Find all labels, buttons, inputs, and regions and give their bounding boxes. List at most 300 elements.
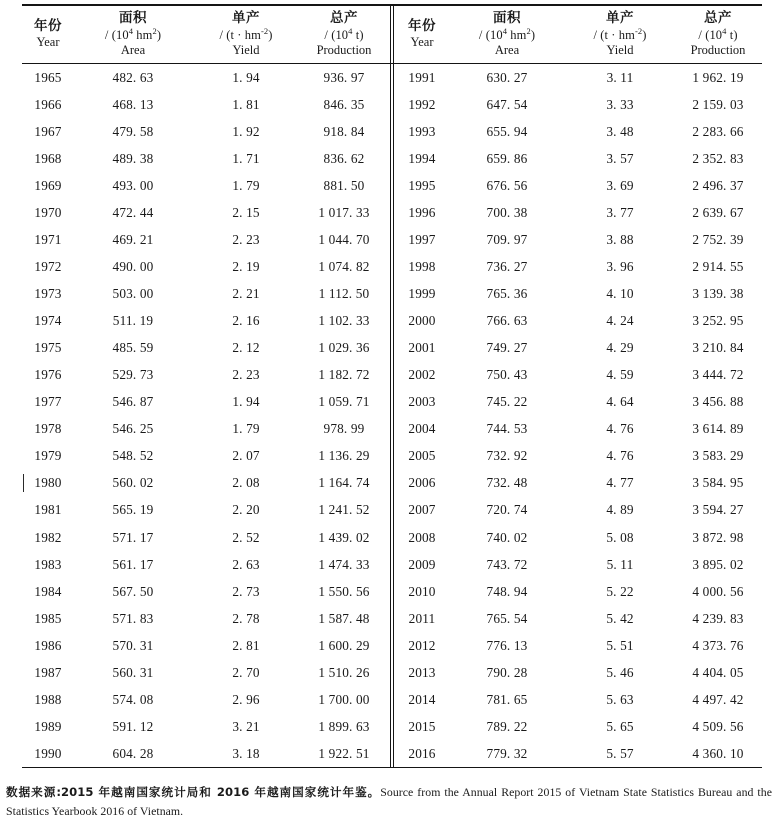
cell-right-yield: 3. 33 bbox=[606, 96, 634, 112]
cell-left-year: 1979 bbox=[34, 448, 62, 464]
table-row bbox=[22, 632, 762, 659]
cell-right-year: 1993 bbox=[408, 123, 436, 139]
cell-left-production: 1 017. 33 bbox=[318, 204, 370, 220]
cell-left-year: 1984 bbox=[34, 583, 62, 599]
cell-right-yield: 5. 11 bbox=[606, 556, 634, 572]
cell-left-year: 1982 bbox=[34, 529, 62, 545]
cell-right-production: 3 139. 38 bbox=[692, 286, 744, 302]
cell-right-area: 720. 74 bbox=[486, 502, 528, 518]
cell-left-year: 1968 bbox=[34, 150, 62, 166]
column-header-area-left-cn: 面积 bbox=[119, 10, 147, 26]
cell-right-yield: 3. 69 bbox=[606, 177, 634, 193]
cell-left-yield: 2. 19 bbox=[232, 259, 260, 275]
cell-right-yield: 4. 76 bbox=[606, 448, 634, 464]
center-divider-cell bbox=[388, 416, 396, 443]
column-header-year-right-en: Year bbox=[410, 34, 434, 49]
cell-right-yield: 3. 96 bbox=[606, 259, 634, 275]
table-row bbox=[22, 389, 762, 416]
cell-right-area: 745. 22 bbox=[486, 394, 528, 410]
cell-right-production: 4 000. 56 bbox=[692, 583, 744, 599]
column-header-year-right-cn: 年份 bbox=[408, 17, 436, 34]
cell-right-yield: 5. 51 bbox=[606, 637, 634, 653]
column-header-yield-right-en: Yield bbox=[606, 42, 634, 57]
cell-left-yield: 2. 63 bbox=[232, 556, 260, 572]
cell-right-area: 790. 28 bbox=[486, 664, 528, 680]
cell-right-production: 1 962. 19 bbox=[692, 69, 744, 85]
table-row bbox=[22, 686, 762, 713]
center-divider-cell bbox=[388, 740, 396, 768]
cell-right-area: 748. 94 bbox=[486, 583, 528, 599]
cell-left-year: 1980 bbox=[34, 475, 62, 491]
cell-right-year: 2002 bbox=[408, 367, 436, 383]
cell-left-production: 1 182. 72 bbox=[318, 367, 370, 383]
column-header-production-right bbox=[674, 5, 762, 64]
cell-left-production: 1 474. 33 bbox=[318, 556, 370, 572]
table-row bbox=[22, 551, 762, 578]
column-header-yield-left-cn: 单产 bbox=[232, 10, 260, 26]
cell-right-production: 3 614. 89 bbox=[692, 421, 744, 437]
cell-left-yield: 2. 08 bbox=[232, 475, 260, 491]
cell-left-area: 490. 00 bbox=[112, 259, 154, 275]
cell-left-year: 1965 bbox=[34, 69, 62, 85]
table-row bbox=[22, 64, 762, 92]
cell-right-yield: 4. 10 bbox=[606, 286, 634, 302]
cell-right-year: 1996 bbox=[408, 204, 436, 220]
cell-left-area: 482. 63 bbox=[112, 69, 154, 85]
cell-left-area: 489. 38 bbox=[112, 150, 154, 166]
center-divider-cell bbox=[388, 443, 396, 470]
cell-left-area: 565. 19 bbox=[112, 502, 154, 518]
table-row bbox=[22, 362, 762, 389]
cell-right-year: 2003 bbox=[408, 394, 436, 410]
cell-right-area: 647. 54 bbox=[486, 96, 528, 112]
cell-right-yield: 4. 76 bbox=[606, 421, 634, 437]
cell-right-production: 3 444. 72 bbox=[692, 367, 744, 383]
scan-artifact-mark bbox=[23, 474, 24, 492]
cell-left-production: 1 059. 71 bbox=[318, 394, 370, 410]
center-divider-cell bbox=[388, 145, 396, 172]
cell-right-area: 744. 53 bbox=[486, 421, 528, 437]
center-divider-cell bbox=[388, 118, 396, 145]
cell-left-year: 1966 bbox=[34, 96, 62, 112]
cell-right-production: 2 914. 55 bbox=[692, 259, 744, 275]
header-row bbox=[22, 5, 762, 64]
table-row bbox=[22, 172, 762, 199]
center-divider-cell bbox=[388, 686, 396, 713]
cell-right-area: 740. 02 bbox=[486, 529, 528, 545]
cell-left-year: 1974 bbox=[34, 313, 62, 329]
cell-right-area: 766. 63 bbox=[486, 313, 528, 329]
cell-left-yield: 1. 71 bbox=[232, 150, 260, 166]
center-divider-cell bbox=[388, 254, 396, 281]
column-header-area-right bbox=[448, 5, 566, 64]
cell-left-yield: 2. 70 bbox=[232, 664, 260, 680]
cell-left-year: 1978 bbox=[34, 421, 62, 437]
cell-left-year: 1987 bbox=[34, 664, 62, 680]
cell-left-yield: 1. 92 bbox=[232, 123, 260, 139]
cell-right-yield: 5. 63 bbox=[606, 691, 634, 707]
cell-right-yield: 4. 89 bbox=[606, 502, 634, 518]
table-row bbox=[22, 659, 762, 686]
table-row bbox=[22, 335, 762, 362]
cell-left-production: 1 136. 29 bbox=[318, 448, 370, 464]
cell-left-area: 503. 00 bbox=[112, 286, 154, 302]
center-divider-cell bbox=[388, 226, 396, 253]
cell-right-production: 4 509. 56 bbox=[692, 718, 744, 734]
cell-left-year: 1977 bbox=[34, 394, 62, 410]
cell-right-yield: 4. 24 bbox=[606, 313, 634, 329]
cell-left-area: 479. 58 bbox=[112, 123, 154, 139]
cell-right-year: 1997 bbox=[408, 231, 436, 247]
cell-left-year: 1988 bbox=[34, 691, 62, 707]
cell-right-area: 736. 27 bbox=[486, 259, 528, 275]
column-header-area-right-unit: / ($10^4$ $hm^2$) bbox=[478, 25, 536, 42]
table-row bbox=[22, 281, 762, 308]
cell-right-production: 4 360. 10 bbox=[692, 745, 744, 761]
table-row bbox=[22, 226, 762, 253]
cell-left-area: 571. 83 bbox=[112, 610, 154, 626]
center-divider-cell bbox=[388, 362, 396, 389]
cell-left-production: 1 074. 82 bbox=[318, 259, 370, 275]
cell-left-production: 1 112. 50 bbox=[318, 286, 370, 302]
table-row bbox=[22, 145, 762, 172]
cell-left-production: 1 922. 51 bbox=[318, 745, 370, 761]
cell-right-year: 2016 bbox=[408, 745, 436, 761]
cell-right-year: 2009 bbox=[408, 556, 436, 572]
cell-left-area: 548. 52 bbox=[112, 448, 154, 464]
table-row bbox=[22, 605, 762, 632]
cell-right-production: 3 252. 95 bbox=[692, 313, 744, 329]
cell-left-yield: 2. 81 bbox=[232, 637, 260, 653]
cell-right-yield: 3. 57 bbox=[606, 150, 634, 166]
cell-left-yield: 2. 52 bbox=[232, 529, 260, 545]
cell-right-production: 2 639. 67 bbox=[692, 204, 744, 220]
cell-left-production: 1 587. 48 bbox=[318, 610, 370, 626]
cell-left-yield: 1. 81 bbox=[232, 96, 260, 112]
cell-right-area: 749. 27 bbox=[486, 340, 528, 356]
cell-right-production: 4 497. 42 bbox=[692, 691, 744, 707]
vietnam-rice-statistics-table bbox=[22, 4, 762, 768]
center-divider-cell bbox=[388, 470, 396, 497]
cell-right-year: 2014 bbox=[408, 691, 436, 707]
cell-right-yield: 4. 29 bbox=[606, 340, 634, 356]
center-divider-cell bbox=[388, 713, 396, 740]
column-header-production-right-unit: / ($10^4$ t) bbox=[698, 25, 738, 42]
cell-left-area: 493. 00 bbox=[112, 177, 154, 193]
table-row bbox=[22, 118, 762, 145]
cell-left-yield: 2. 21 bbox=[232, 286, 260, 302]
cell-left-area: 604. 28 bbox=[112, 745, 154, 761]
column-header-yield-left-unit: / $(t \cdot hm^{-2})$ bbox=[219, 25, 273, 42]
cell-right-production: 3 895. 02 bbox=[692, 556, 744, 572]
cell-right-year: 1998 bbox=[408, 259, 436, 275]
cell-left-production: 881. 50 bbox=[323, 177, 365, 193]
cell-right-area: 676. 56 bbox=[486, 177, 528, 193]
column-header-production-right-cn: 总产 bbox=[704, 10, 732, 26]
column-header-production-left-en: Production bbox=[316, 42, 372, 57]
cell-left-area: 469. 21 bbox=[112, 231, 154, 247]
column-header-yield-right bbox=[566, 5, 674, 64]
source-footnote-cn: 数据来源:2015 年越南国家统计局和 2016 年越南国家统计年鉴。 bbox=[6, 785, 381, 799]
table-row bbox=[22, 578, 762, 605]
cell-left-yield: 2. 12 bbox=[232, 340, 260, 356]
cell-right-production: 3 584. 95 bbox=[692, 475, 744, 491]
center-divider-cell bbox=[388, 281, 396, 308]
cell-left-yield: 1. 79 bbox=[232, 177, 260, 193]
table-row bbox=[22, 91, 762, 118]
cell-right-year: 2004 bbox=[408, 421, 436, 437]
cell-right-production: 4 404. 05 bbox=[692, 664, 744, 680]
cell-left-area: 511. 19 bbox=[112, 313, 154, 329]
table-row bbox=[22, 416, 762, 443]
cell-right-year: 1991 bbox=[408, 69, 436, 85]
cell-left-year: 1972 bbox=[34, 259, 62, 275]
table-row bbox=[22, 470, 762, 497]
cell-left-year: 1981 bbox=[34, 502, 62, 518]
cell-right-year: 2001 bbox=[408, 340, 436, 356]
cell-right-area: 743. 72 bbox=[486, 556, 528, 572]
column-header-year-right bbox=[396, 5, 448, 64]
center-divider-header-cell bbox=[388, 5, 396, 64]
cell-right-yield: 4. 77 bbox=[606, 475, 634, 491]
center-divider-cell bbox=[388, 551, 396, 578]
cell-left-year: 1990 bbox=[34, 745, 62, 761]
cell-left-production: 1 044. 70 bbox=[318, 231, 370, 247]
cell-right-area: 781. 65 bbox=[486, 691, 528, 707]
cell-left-year: 1976 bbox=[34, 367, 62, 383]
cell-right-production: 2 352. 83 bbox=[692, 150, 744, 166]
cell-left-year: 1989 bbox=[34, 718, 62, 734]
center-divider-cell bbox=[388, 497, 396, 524]
cell-left-yield: 2. 78 bbox=[232, 610, 260, 626]
cell-left-yield: 2. 20 bbox=[232, 502, 260, 518]
cell-right-year: 1992 bbox=[408, 96, 436, 112]
center-divider-cell bbox=[388, 659, 396, 686]
cell-right-year: 2006 bbox=[408, 475, 436, 491]
cell-right-production: 2 159. 03 bbox=[692, 96, 744, 112]
table-row bbox=[22, 713, 762, 740]
cell-right-production: 3 872. 98 bbox=[692, 529, 744, 545]
column-header-year-left bbox=[22, 5, 74, 64]
cell-left-area: 591. 12 bbox=[112, 718, 154, 734]
cell-left-year: 1983 bbox=[34, 556, 62, 572]
column-header-area-left bbox=[74, 5, 192, 64]
cell-right-area: 732. 92 bbox=[486, 448, 528, 464]
column-header-production-left-unit: / ($10^4$ t) bbox=[324, 25, 364, 42]
center-divider-cell bbox=[388, 199, 396, 226]
cell-right-year: 2008 bbox=[408, 529, 436, 545]
cell-right-area: 779. 32 bbox=[486, 745, 528, 761]
cell-right-yield: 5. 22 bbox=[606, 583, 634, 599]
cell-right-production: 3 456. 88 bbox=[692, 394, 744, 410]
cell-right-area: 776. 13 bbox=[486, 637, 528, 653]
column-header-production-left-cn: 总产 bbox=[330, 10, 358, 26]
cell-left-yield: 2. 73 bbox=[232, 583, 260, 599]
cell-left-production: 1 550. 56 bbox=[318, 583, 370, 599]
cell-left-area: 571. 17 bbox=[112, 529, 154, 545]
cell-right-production: 3 210. 84 bbox=[692, 340, 744, 356]
table-row bbox=[22, 524, 762, 551]
cell-right-area: 789. 22 bbox=[486, 718, 528, 734]
cell-left-production: 1 899. 63 bbox=[318, 718, 370, 734]
cell-left-production: 936. 97 bbox=[323, 69, 365, 85]
cell-right-production: 2 283. 66 bbox=[692, 123, 744, 139]
cell-right-area: 709. 97 bbox=[486, 231, 528, 247]
cell-left-area: 561. 17 bbox=[112, 556, 154, 572]
cell-left-year: 1975 bbox=[34, 340, 62, 356]
cell-left-production: 1 241. 52 bbox=[318, 502, 370, 518]
cell-left-production: 1 700. 00 bbox=[318, 691, 370, 707]
column-header-year-left-en: Year bbox=[36, 34, 60, 49]
cell-right-area: 765. 54 bbox=[486, 610, 528, 626]
cell-right-area: 732. 48 bbox=[486, 475, 528, 491]
column-header-yield-left-en: Yield bbox=[232, 42, 260, 57]
cell-left-area: 574. 08 bbox=[112, 691, 154, 707]
cell-left-production: 1 439. 02 bbox=[318, 529, 370, 545]
cell-left-area: 560. 31 bbox=[112, 664, 154, 680]
column-header-yield-left bbox=[192, 5, 300, 64]
column-header-area-left-en: Area bbox=[120, 42, 146, 57]
center-divider-cell bbox=[388, 335, 396, 362]
cell-right-year: 2011 bbox=[408, 610, 436, 626]
center-divider-cell bbox=[388, 605, 396, 632]
cell-right-yield: 5. 65 bbox=[606, 718, 634, 734]
center-divider-cell bbox=[388, 524, 396, 551]
cell-left-yield: 2. 23 bbox=[232, 231, 260, 247]
cell-right-area: 700. 38 bbox=[486, 204, 528, 220]
cell-right-area: 659. 86 bbox=[486, 150, 528, 166]
table-body bbox=[22, 64, 762, 768]
center-divider-cell bbox=[388, 64, 396, 92]
column-header-year-left-cn: 年份 bbox=[34, 17, 62, 34]
cell-right-year: 1994 bbox=[408, 150, 436, 166]
center-divider-cell bbox=[388, 91, 396, 118]
cell-left-year: 1973 bbox=[34, 286, 62, 302]
cell-right-area: 750. 43 bbox=[486, 367, 528, 383]
table-header bbox=[22, 5, 762, 64]
table-row bbox=[22, 740, 762, 768]
cell-right-production: 2 752. 39 bbox=[692, 231, 744, 247]
cell-right-year: 2000 bbox=[408, 313, 436, 329]
cell-left-production: 836. 62 bbox=[323, 150, 365, 166]
cell-right-area: 630. 27 bbox=[486, 69, 528, 85]
cell-right-production: 4 239. 83 bbox=[692, 610, 744, 626]
cell-left-year: 1970 bbox=[34, 204, 62, 220]
source-footnote bbox=[6, 783, 772, 820]
cell-right-yield: 3. 48 bbox=[606, 123, 634, 139]
column-header-yield-right-cn: 单产 bbox=[606, 10, 634, 26]
cell-right-year: 2013 bbox=[408, 664, 436, 680]
cell-left-production: 1 600. 29 bbox=[318, 637, 370, 653]
cell-right-year: 1995 bbox=[408, 177, 436, 193]
cell-right-year: 2015 bbox=[408, 718, 436, 734]
cell-right-year: 1999 bbox=[408, 286, 436, 302]
cell-right-year: 2012 bbox=[408, 637, 436, 653]
cell-left-area: 546. 87 bbox=[112, 394, 154, 410]
cell-left-yield: 3. 18 bbox=[232, 745, 260, 761]
cell-left-year: 1967 bbox=[34, 123, 62, 139]
cell-left-production: 1 102. 33 bbox=[318, 313, 370, 329]
cell-right-year: 2005 bbox=[408, 448, 436, 464]
column-header-production-left bbox=[300, 5, 388, 64]
cell-left-production: 1 164. 74 bbox=[318, 475, 370, 491]
cell-right-yield: 4. 59 bbox=[606, 367, 634, 383]
column-header-area-right-cn: 面积 bbox=[493, 10, 521, 26]
cell-left-production: 846. 35 bbox=[323, 96, 365, 112]
cell-left-yield: 2. 16 bbox=[232, 313, 260, 329]
table-row bbox=[22, 308, 762, 335]
cell-left-yield: 2. 23 bbox=[232, 367, 260, 383]
cell-left-area: 560. 02 bbox=[112, 475, 154, 491]
cell-left-yield: 2. 15 bbox=[232, 204, 260, 220]
cell-left-area: 468. 13 bbox=[112, 96, 154, 112]
source-footnote-en: Source from the Annual Report 2015 of Vietnam State Statistics Bureau and the Statistics Yearbook 2016 of Vietnam. bbox=[6, 785, 772, 818]
center-divider-cell bbox=[388, 172, 396, 199]
cell-right-year: 2010 bbox=[408, 583, 436, 599]
cell-left-production: 978. 99 bbox=[323, 421, 365, 437]
cell-left-area: 570. 31 bbox=[112, 637, 154, 653]
cell-left-area: 546. 25 bbox=[112, 421, 154, 437]
cell-left-area: 567. 50 bbox=[112, 583, 154, 599]
cell-right-yield: 5. 46 bbox=[606, 664, 634, 680]
cell-left-yield: 3. 21 bbox=[232, 718, 260, 734]
cell-left-area: 529. 73 bbox=[112, 367, 154, 383]
cell-right-production: 4 373. 76 bbox=[692, 637, 744, 653]
cell-left-year: 1971 bbox=[34, 231, 62, 247]
center-divider-cell bbox=[388, 578, 396, 605]
cell-right-yield: 5. 57 bbox=[606, 745, 634, 761]
cell-left-yield: 2. 96 bbox=[232, 691, 260, 707]
cell-left-area: 485. 59 bbox=[112, 340, 154, 356]
cell-right-yield: 3. 88 bbox=[606, 231, 634, 247]
cell-right-yield: 3. 77 bbox=[606, 204, 634, 220]
center-divider-cell bbox=[388, 389, 396, 416]
cell-left-year: 1985 bbox=[34, 610, 62, 626]
cell-right-production: 3 583. 29 bbox=[692, 448, 744, 464]
cell-right-production: 2 496. 37 bbox=[692, 177, 744, 193]
column-header-area-right-en: Area bbox=[494, 42, 520, 57]
column-header-area-left-unit: / ($10^4$ $hm^2$) bbox=[104, 25, 162, 42]
table-row bbox=[22, 254, 762, 281]
cell-right-yield: 5. 08 bbox=[606, 529, 634, 545]
cell-left-yield: 1. 79 bbox=[232, 421, 260, 437]
center-divider-cell bbox=[388, 632, 396, 659]
column-header-yield-right-unit: / $(t \cdot hm^{-2})$ bbox=[593, 25, 647, 42]
cell-left-area: 472. 44 bbox=[112, 204, 154, 220]
cell-left-production: 1 510. 26 bbox=[318, 664, 370, 680]
cell-left-yield: 2. 07 bbox=[232, 448, 260, 464]
cell-right-area: 655. 94 bbox=[486, 123, 528, 139]
cell-right-year: 2007 bbox=[408, 502, 436, 518]
table-row bbox=[22, 199, 762, 226]
cell-right-production: 3 594. 27 bbox=[692, 502, 744, 518]
column-header-production-right-en: Production bbox=[690, 42, 746, 57]
table-row bbox=[22, 497, 762, 524]
cell-right-yield: 4. 64 bbox=[606, 394, 634, 410]
cell-left-production: 918. 84 bbox=[323, 123, 365, 139]
cell-left-year: 1986 bbox=[34, 637, 62, 653]
cell-right-area: 765. 36 bbox=[486, 286, 528, 302]
table-row bbox=[22, 443, 762, 470]
cell-right-yield: 5. 42 bbox=[606, 610, 634, 626]
center-divider-cell bbox=[388, 308, 396, 335]
cell-left-yield: 1. 94 bbox=[232, 394, 260, 410]
cell-left-yield: 1. 94 bbox=[232, 69, 260, 85]
data-table-container bbox=[22, 4, 752, 768]
cell-right-yield: 3. 11 bbox=[606, 69, 634, 85]
cell-left-production: 1 029. 36 bbox=[318, 340, 370, 356]
cell-left-year: 1969 bbox=[34, 177, 62, 193]
